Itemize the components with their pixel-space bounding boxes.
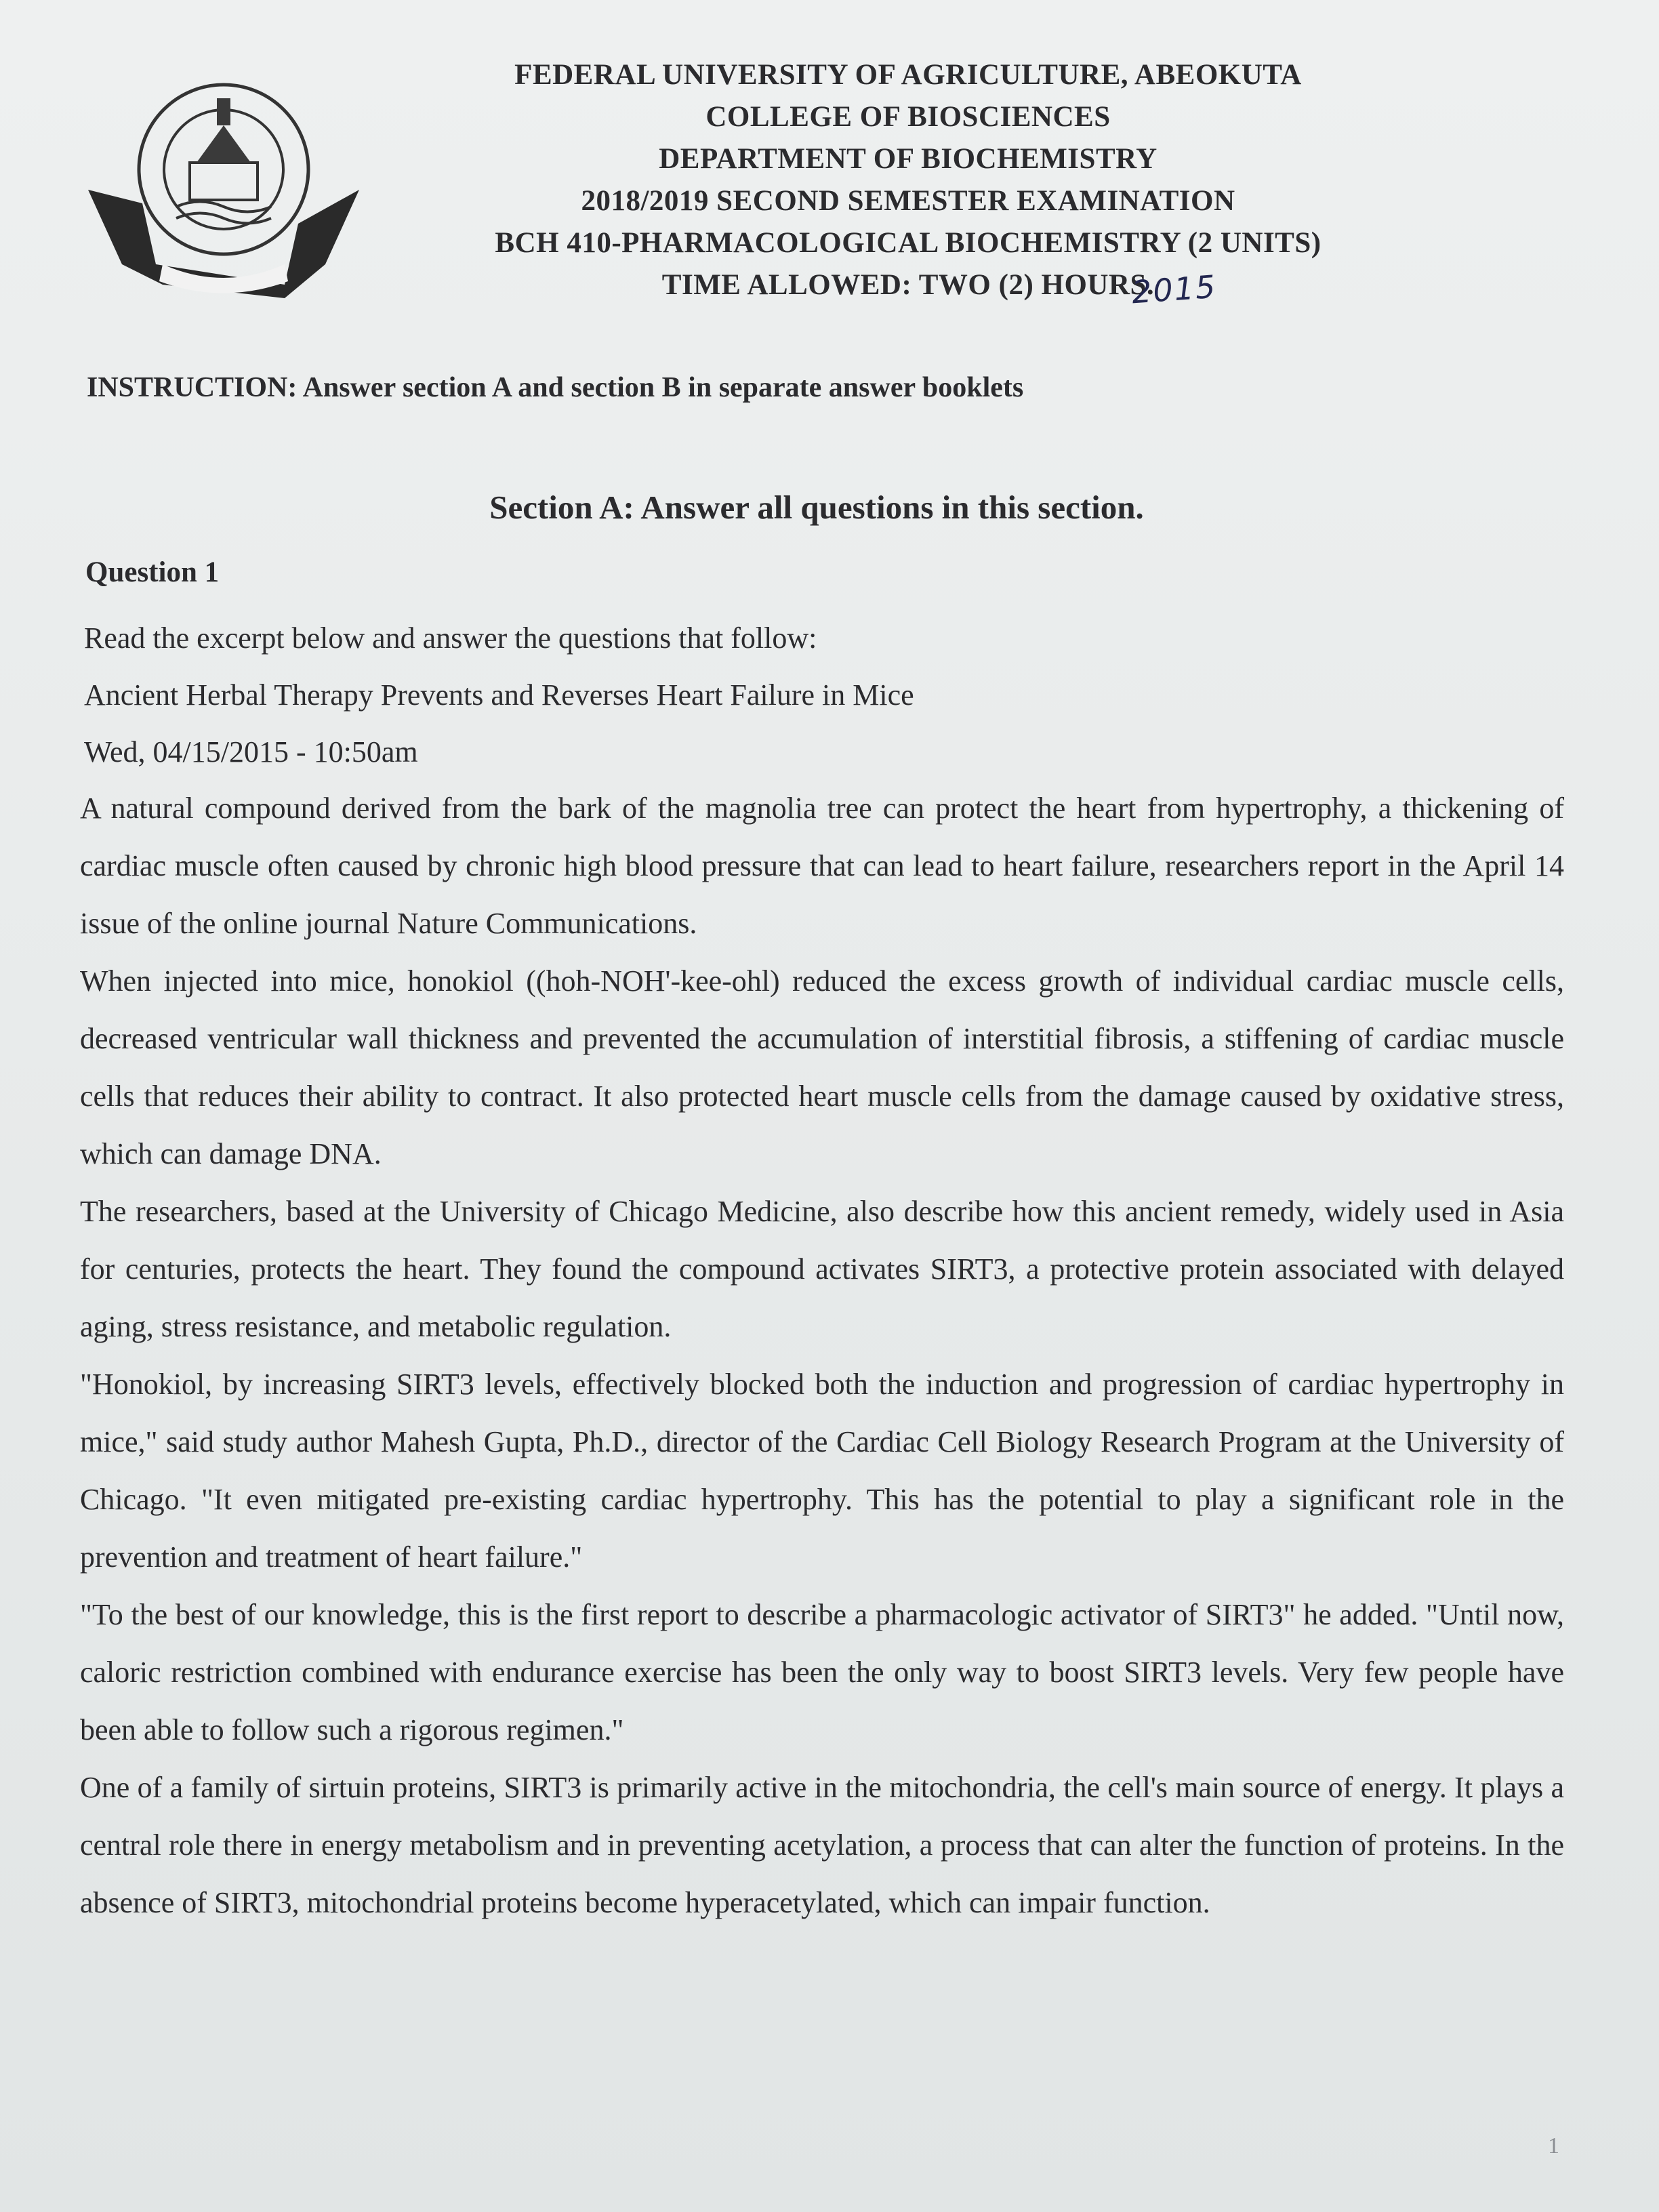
paragraph: "To the best of our knowledge, this is the first report to describe a pharmacologic activator of SIRT3" he added. "Until now, caloric restriction combined with endurance exercise has been the only way to boost SIRT3 levels. Very few people have been able to follow such a rigorous regimen.": [80, 1598, 1564, 1746]
university-name: FEDERAL UNIVERSITY OF AGRICULTURE, ABEOKUTA: [514, 59, 1302, 91]
question-intro: [84, 610, 1575, 781]
department-name: DEPARTMENT OF BIOCHEMISTRY: [659, 143, 1158, 175]
page-number: 1: [1548, 2133, 1559, 2158]
instruction: INSTRUCTION: Answer section A and section B in separate answer booklets: [87, 372, 1024, 403]
article-date: Wed, 04/15/2015 - 10:50am: [84, 735, 418, 769]
paragraph: When injected into mice, honokiol ((hoh-NOH'-kee-ohl) reduced the excess growth of individual cardiac muscle cells, decreased ventricular wall thickness and prevented the accumulation of interstitial fibrosis, a stiffening of cardiac muscle cells that reduces their ability to contract. It also protected heart muscle cells from the damage caused by oxidative stress, which can damage DNA.: [80, 964, 1564, 1170]
question-label: Question 1: [85, 556, 220, 588]
article-title: Ancient Herbal Therapy Prevents and Reverses Heart Failure in Mice: [84, 678, 914, 712]
university-crest-logo: [81, 61, 366, 305]
handwritten-note: 2015: [1130, 268, 1218, 311]
time-allowed: TIME ALLOWED: TWO (2) HOURS.: [661, 269, 1155, 301]
college-name: COLLEGE OF BIOSCIENCES: [705, 101, 1111, 133]
question-prompt: Read the excerpt below and answer the questions that follow:: [84, 621, 817, 655]
exam-session: 2018/2019 SECOND SEMESTER EXAMINATION: [581, 185, 1235, 217]
paragraph: The researchers, based at the University of Chicago Medicine, also describe how this ancient remedy, widely used in Asia for centuries, protects the heart. They found the compound activates SIRT3, a protective protein associated with delayed aging, stress resistance, and metabolic regulation.: [80, 1195, 1564, 1343]
paragraph: A natural compound derived from the bark of the magnolia tree can protect the heart from hypertrophy, a thickening of cardiac muscle often caused by chronic high blood pressure that can lead to heart failure, researchers report in the April 14 issue of the online journal Nature Communications.: [80, 792, 1564, 940]
course-title: BCH 410-PHARMACOLOGICAL BIOCHEMISTRY (2 UNITS): [495, 227, 1322, 259]
paragraph: One of a family of sirtuin proteins, SIRT3 is primarily active in the mitochondria, the cell's main source of energy. It plays a central role there in energy metabolism and in preventing acetylation, a process that can alter the function of proteins. In the absence of SIRT3, mitochondrial proteins become hyperacetylated, which can impair function.: [80, 1771, 1564, 1919]
article-body: [80, 779, 1564, 1931]
section-title: Section A: Answer all questions in this section.: [489, 489, 1144, 526]
exam-header: [339, 54, 1477, 306]
paragraph: "Honokiol, by increasing SIRT3 levels, effectively blocked both the induction and progression of cardiac hypertrophy in mice," said study author Mahesh Gupta, Ph.D., director of the Cardiac Cell Biology Research Program at the University of Chicago. "It even mitigated pre-existing cardiac hypertrophy. This has the potential to play a significant role in the prevention and treatment of heart failure.": [80, 1368, 1564, 1574]
